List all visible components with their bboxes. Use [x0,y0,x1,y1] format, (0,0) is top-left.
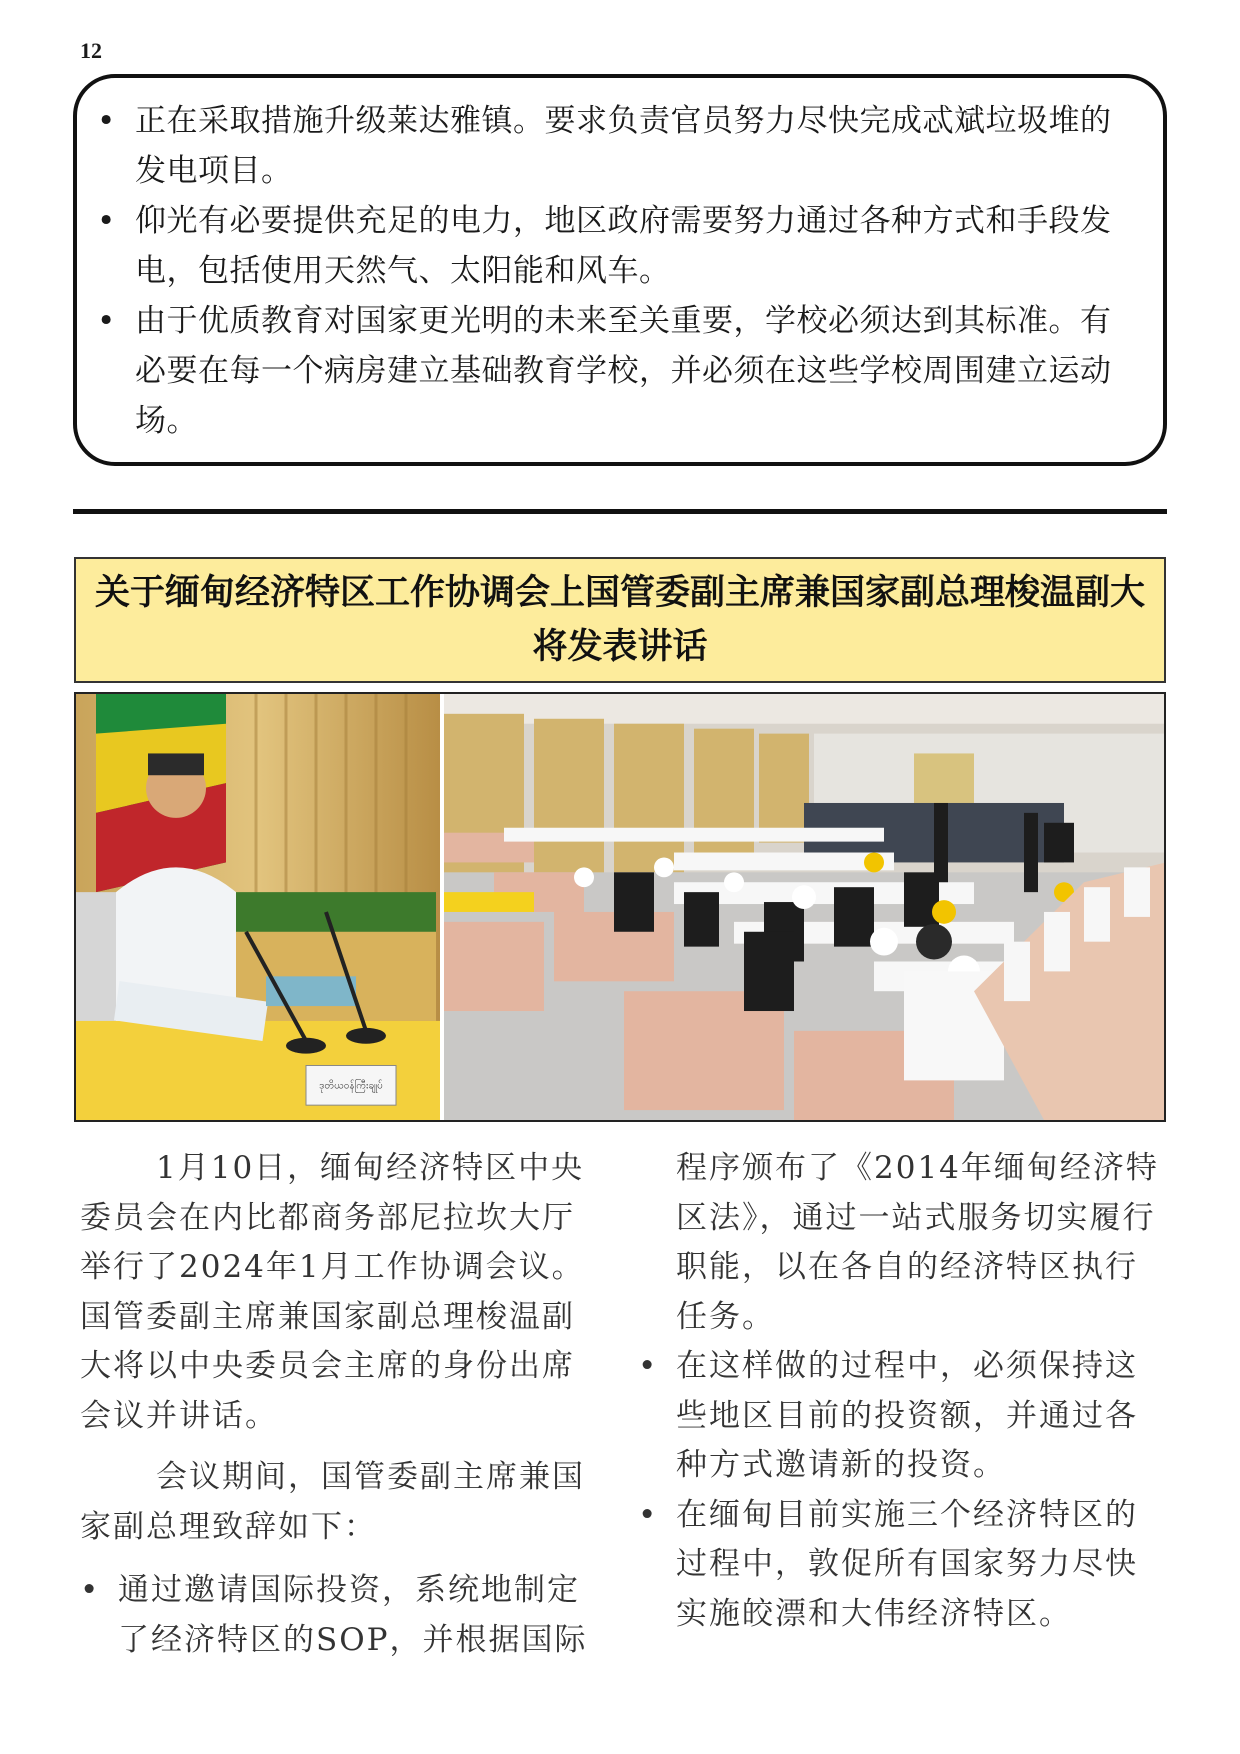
bullet-icon: • [638,1496,659,1533]
summary-item: • 仰光有必要提供充足的电力，地区政府需要努力通过各种方式和手段发电，包括使用天然气、太阳能和风车。 [97,196,1141,296]
list-item: • 通过邀请国际投资，系统地制定了经济特区的SOP，并根据国际 [80,1566,600,1665]
bullet-icon: • [97,303,116,339]
article-right-column [638,1144,1168,1639]
article-paragraph: 会议期间，国管委副主席兼国家副总理致辞如下： [80,1459,585,1545]
section-divider [73,509,1167,514]
summary-item: • 由于优质教育对国家更光明的未来至关重要，学校必须达到其标准。有必要在每一个病房建立基础教育学校，并必须在这些学校周围建立运动场。 [97,296,1141,446]
summary-list [97,96,1141,446]
page-number: 12 [80,38,102,63]
article-headline-box [74,557,1166,683]
summary-box [73,74,1167,466]
meeting-hall-photo [444,694,1166,1120]
bullet-icon: • [97,203,116,239]
summary-item: • 正在采取措施升级莱达雅镇。要求负责官员努力尽快完成忒斌垃圾堆的发电项目。 [97,96,1141,196]
list-item: • 在这样做的过程中，必须保持这些地区目前的投资额，并通过各种方式邀请新的投资。 [638,1342,1168,1491]
bullet-icon: • [97,103,116,139]
article-bullet-list [80,1566,600,1665]
article-bullet-list [638,1342,1168,1639]
photo-strip [74,692,1166,1122]
nameplate-text: ဒုတိယဝန်ကြီးချုပ် [319,1080,383,1092]
article-left-column [80,1144,600,1665]
bullet-icon: • [80,1572,101,1608]
list-item: • 在缅甸目前实施三个经济特区的过程中，敦促所有国家努力尽快实施皎漂和大伟经济特区。 [638,1491,1168,1640]
bullet-icon: • [638,1348,659,1384]
speaker-photo [76,694,444,1120]
article-paragraph: 1月10日，缅甸经济特区中央委员会在内比都商务部尼拉坎大厅举行了2024年1月工作协调会议。国管委副主席兼国家副总理梭温副大将以中央委员会主席的身份出席会议并讲话。 [80,1150,585,1434]
article-bullet-continuation: 程序颁布了《2014年缅甸经济特区法》，通过一站式服务切实履行职能，以在各自的经济特区执行任务。 [676,1150,1159,1335]
article-headline: 关于缅甸经济特区工作协调会上国管委副主席兼国家副总理梭温副大将发表讲话 [94,573,1145,667]
